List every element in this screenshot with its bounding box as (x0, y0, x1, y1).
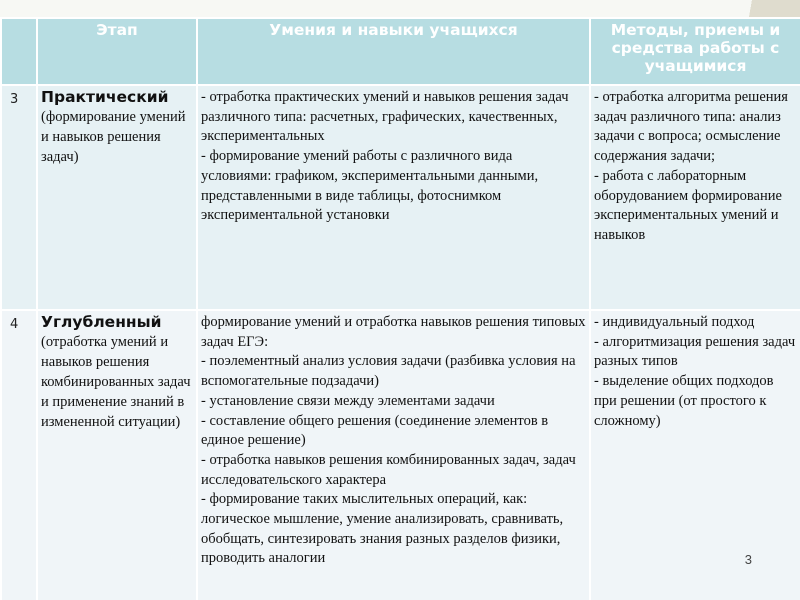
table-row (1, 310, 800, 600)
method-item: - отработка алгоритма решения задач различного типа: анализ задачи с вопроса; осмысление содержания задачи; (594, 89, 788, 165)
skills-cell (197, 310, 590, 600)
skill-item: - установление связи между элементами задачи (201, 392, 495, 409)
header-stage: Этап (37, 18, 197, 85)
header-methods: Методы, приемы и средства работы с учащимися (590, 18, 800, 85)
method-item: - выделение общих подходов при решении (от простого к сложному) (594, 373, 774, 429)
table-row (1, 85, 800, 310)
table-header-row (1, 18, 800, 85)
row-number: 4 (1, 310, 37, 600)
slide-number: 3 (744, 552, 752, 567)
stage-cell (37, 310, 197, 600)
stage-cell (37, 85, 197, 310)
method-item: - индивидуальный подход (594, 314, 755, 330)
skill-item: - формирование умений работы с различного вида условиями: графиком, экспериментальными данными, представленными в виде таблицы, фотоснимком экспериментальной установки (201, 148, 539, 224)
stages-table (0, 17, 800, 600)
row-number: 3 (1, 85, 37, 310)
skill-item: формирование умений и отработка навыков решения типовых задач ЕГЭ: (201, 314, 586, 350)
skill-item: - поэлементный анализ условия задачи (разбивка условия на вспомогательные подзадачи) (201, 353, 576, 390)
header-skills: Умения и навыки учащихся (197, 18, 590, 85)
stage-title: Углубленный (41, 313, 162, 331)
header-number (1, 18, 37, 85)
skill-item: - формирование таких мыслительных операций, как: логическое мышление, умение анализировать, сравнивать, обобщать, синтезировать знания разных разделов физики, проводить аналогии (201, 491, 564, 567)
skill-item: - отработка навыков решения комбинированных задач, задач исследовательского характера (201, 451, 576, 488)
methods-cell (590, 85, 800, 310)
skill-item: - составление общего решения (соединение элементов в единое решение) (201, 412, 549, 449)
skills-cell (197, 85, 590, 310)
method-item: - алгоритмизация решения задач разных типов (594, 333, 796, 370)
stage-description: (отработка умений и навыков решения комбинированных задач и применение знаний в измененной ситуации) (41, 334, 191, 430)
corner-decoration (730, 0, 800, 18)
method-item: - работа с лабораторным оборудованием формирование экспериментальных умений и навыков (594, 167, 782, 243)
stage-description: (формирование умений и навыков решения задач) (41, 109, 186, 165)
methods-cell (590, 310, 800, 600)
stage-title: Практический (41, 88, 169, 106)
skill-item: - отработка практических умений и навыков решения задач различного типа: расчетных, графических, качественных, экспериментальных (201, 89, 569, 145)
